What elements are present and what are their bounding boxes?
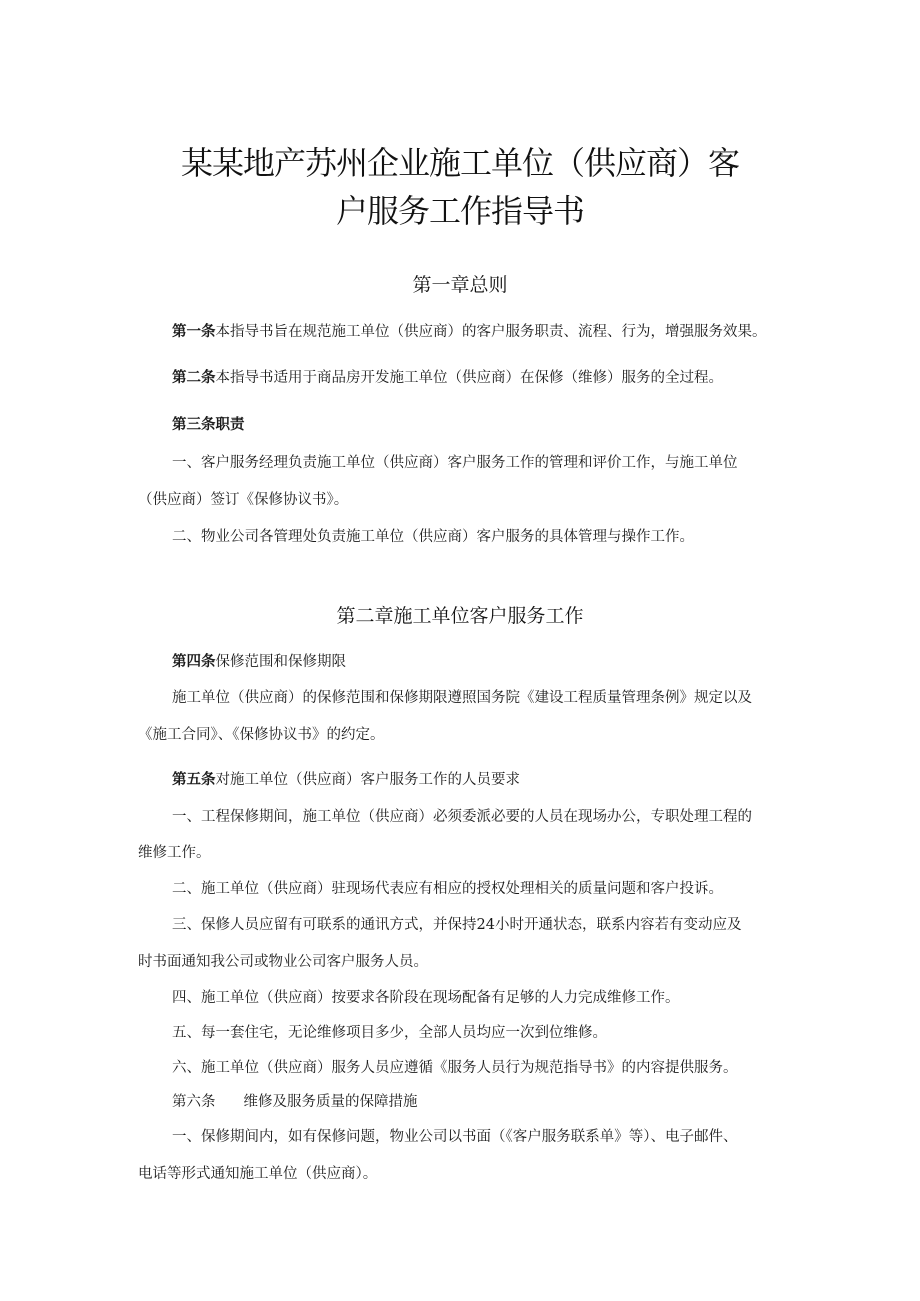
document-title-line-2: 户服务工作指导书 — [335, 192, 584, 230]
article-5-item-2: 二、施工单位（供应商）驻现场代表应有相应的授权处理相关的质量问题和客户投诉。 — [172, 881, 723, 897]
article-2 — [172, 368, 723, 388]
article-5-item-3-line-1: 三、保修人员应留有可联系的通讯方式，并保持24小时开通状态，联系内容若有变动应及 — [172, 917, 742, 933]
article-4-title: 保修范围和保修期限 — [215, 654, 346, 670]
chapter-1-heading: 第一章总则 — [412, 274, 508, 296]
article-1-label: 第一条 — [172, 323, 216, 340]
article-5-item-4: 四、施工单位（供应商）按要求各阶段在现场配备有足够的人力完成维修工作。 — [172, 990, 680, 1006]
article-3-item-2: 二、物业公司各管理处负责施工单位（供应商）客户服务的具体管理与操作工作。 — [172, 529, 694, 545]
article-4-label: 第四条 — [172, 653, 216, 670]
article-5 — [172, 770, 520, 790]
article-5-item-5: 五、每一套住宅，无论维修项目多少，全部人员均应一次到位维修。 — [172, 1025, 607, 1041]
document-title-line-1: 某某地产苏州企业施工单位（供应商）客 — [180, 144, 739, 182]
article-6-title: 维修及服务质量的保障措施 — [243, 1094, 418, 1110]
article-3-item-1-line-2: （供应商）签订《保修协议书》。 — [138, 492, 349, 508]
article-6 — [172, 1092, 418, 1112]
article-5-item-3-line-2: 时书面通知我公司或物业公司客户服务人员。 — [138, 954, 428, 970]
article-6-label: 第六条 — [172, 1094, 216, 1110]
article-2-text: 本指导书适用于商品房开发施工单位（供应商）在保修（维修）服务的全过程。 — [215, 370, 723, 386]
article-6-item-1-line-1: 一、保修期间内，如有保修问题，物业公司以书面（《客户服务联系单》等）、电子邮件、 — [172, 1129, 738, 1145]
article-1 — [172, 322, 767, 342]
article-5-title: 对施工单位（供应商）客户服务工作的人员要求 — [215, 772, 520, 788]
article-4-body-line-2: 《施工合同》、《保修协议书》的约定。 — [138, 727, 385, 743]
article-3-item-1-line-1: 一、客户服务经理负责施工单位（供应商）客户服务工作的管理和评价工作，与施工单位 — [172, 455, 738, 471]
article-5-item-6: 六、施工单位（供应商）服务人员应遵循《服务人员行为规范指导书》的内容提供服务。 — [172, 1060, 738, 1076]
article-3-label: 第三条职责 — [172, 416, 245, 433]
article-5-item-1-line-1: 一、工程保修期间，施工单位（供应商）必须委派必要的人员在现场办公，专职处理工程的 — [172, 809, 752, 825]
chapter-2-heading: 第二章施工单位客户服务工作 — [336, 605, 584, 627]
article-4 — [172, 652, 346, 672]
article-5-label: 第五条 — [172, 771, 216, 788]
article-5-item-1-line-2: 维修工作。 — [138, 845, 211, 861]
article-1-text: 本指导书旨在规范施工单位（供应商）的客户服务职责、流程、行为，增强服务效果。 — [215, 324, 767, 340]
article-6-item-1-line-2: 电话等形式通知施工单位（供应商）。 — [138, 1166, 378, 1182]
article-4-body-line-1: 施工单位（供应商）的保修范围和保修期限遵照国务院《建设工程质量管理条例》规定以及 — [172, 690, 752, 706]
article-2-label: 第二条 — [172, 369, 216, 386]
